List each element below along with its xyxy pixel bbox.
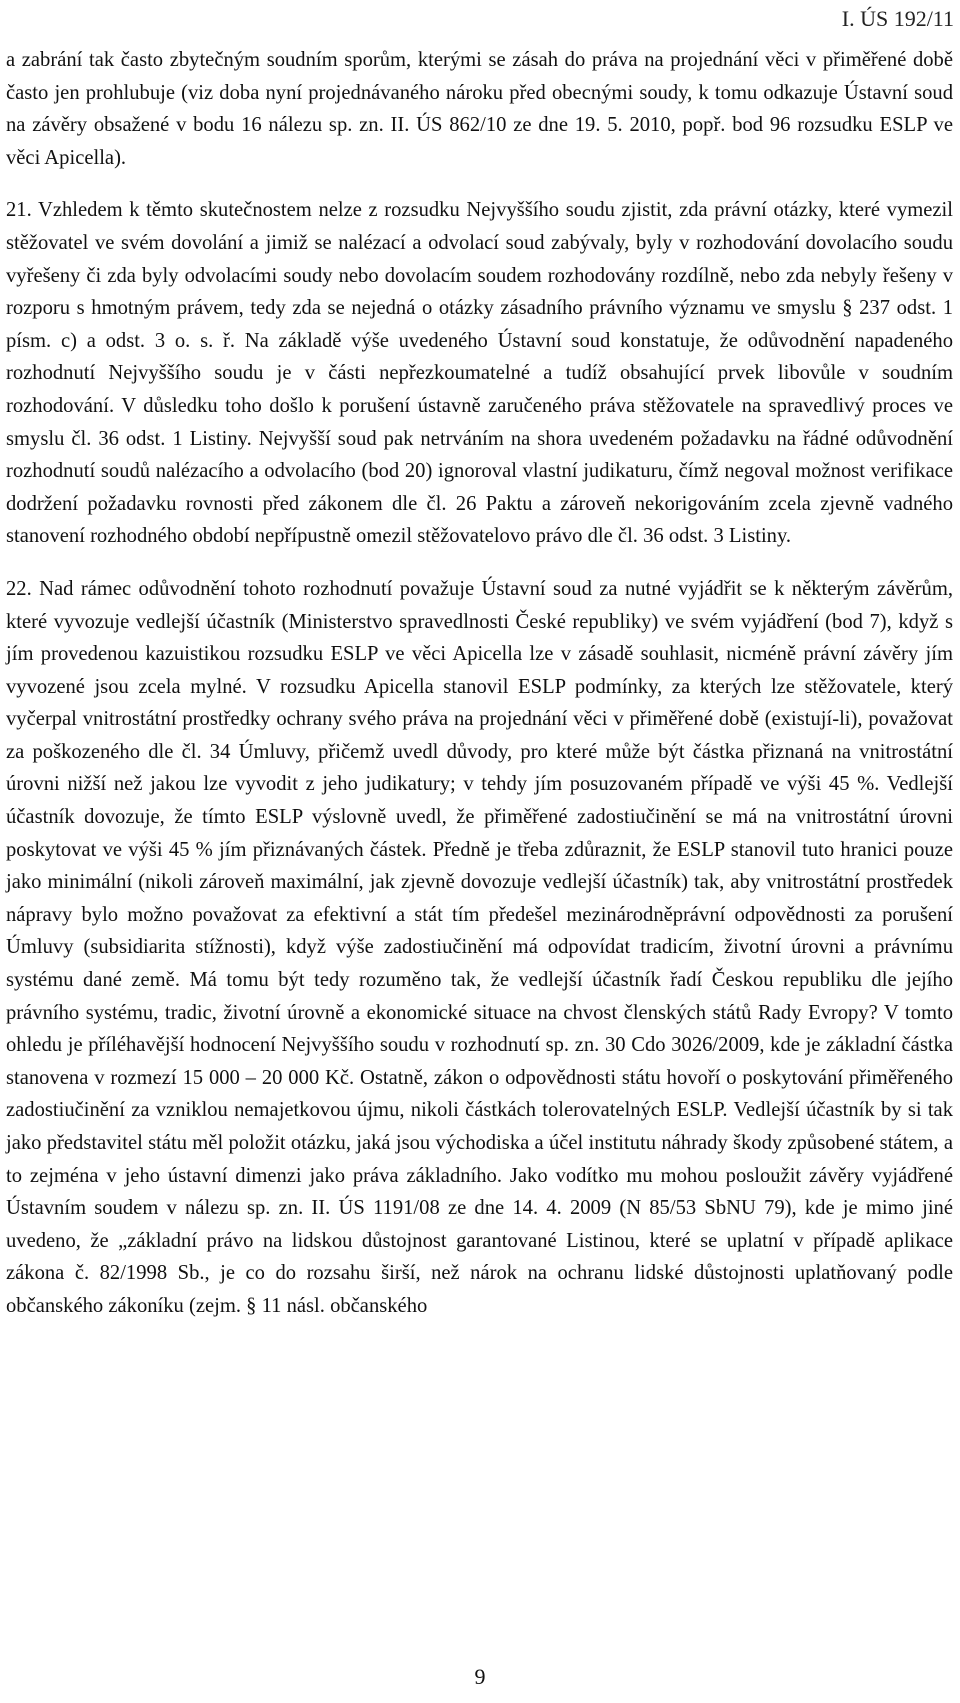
paragraph-continuation: a zabrání tak často zbytečným soudním sporům, kterými se zásah do práva na projednání věci v přiměřené době často jen prohlubuje (viz doba nyní projednávaného nároku před obecnými soudy, k tomu odkazuje Ústavní soud na závěry obsažené v bodu 16 nálezu sp. zn. II. ÚS 862/10 ze dne 19. 5. 2010, popř. bod 96 rozsudku ESLP ve věci Apicella).	[6, 49, 953, 169]
paragraph-22: 22. Nad rámec odůvodnění tohoto rozhodnutí považuje Ústavní soud za nutné vyjádřit se k některým závěrům, které vyvozuje vedlejší účastník (Ministerstvo spravedlnosti České republiky) ve svém vyjádření (bod 7), když s jím provedenou kazuistikou rozsudku ESLP ve věci Apicella lze v zásadě souhlasit, nicméně právní závěry jím vyvozené jsou zcela mylné. V rozsudku Apicella stanovil ESLP podmínky, za kterých lze stěžovatele, který vyčerpal vnitrostátní prostředky ochrany svého práva na projednání věci v přiměřené době (existují-li), považovat za poškozeného dle čl. 34 Úmluvy, přičemž uvedl důvody, pro které může být částka přiznaná na vnitrostátní úrovni nižší než jakou lze vyvodit z jeho judikatury; v tehdy jím posuzovaném případě ve výši 45 %. Vedlejší účastník dovozuje, že tímto ESLP výslovně uvedl, že přiměřené zadostiučinění se má na vnitrostátní úrovni poskytovat ve výši 45 % jím přiznávaných částek. Předně je třeba zdůraznit, že ESLP stanovil tuto hranici pouze jako minimální (nikoli zároveň maximální, jak zjevně dovozuje vedlejší účastník) tak, aby vnitrostátní prostředek nápravy bylo možno považovat za efektivní a stát tím předešel mezinárodněprávní odpovědnosti za porušení Úmluvy (subsidiarita stížnosti), když výše zadostiučinění má odpovídat tradicím, životní úrovni a právnímu systému dané země. Má tomu být tedy rozuměno tak, že vedlejší účastník řadí Českou republiku dle jejího právního systému, tradic, životní úrovně a ekonomické situace na chvost členských států Rady Evropy? V tomto ohledu je příléhavější hodnocení Nejvyššího soudu v rozhodnutí sp. zn. 30 Cdo 3026/2009, kde je základní částka stanovena v rozmezí 15 000 – 20 000 Kč. Ostatně, zákon o odpovědnosti státu hovoří o poskytování přiměřeného zadostiučinění za vzniklou nemajetkovou újmu, nikoli částkách tolerovatelných ESLP. Vedlejší účastník by si tak jako představitel státu měl položit otázku, jaká jsou východiska a účel institutu náhrady škody způsobené státem, a to zejména v jeho ústavní dimenzi jako práva základního. Jako vodítko mu mohou posloužit závěry vyjádřené Ústavním soudem v nálezu sp. zn. II. ÚS 1191/08 ze dne 14. 4. 2009 (N 85/53 SbNU 79), kde je mimo jiné uvedeno, že „základní právo na lidskou důstojnost garantované Listinou, které se uplatní v případě aplikace zákona č. 82/1998 Sb., je co do rozsahu širší, než nárok na ochranu lidské důstojnosti uplatňovaný podle občanského zákoníku (zejm. § 11 násl. občanského	[6, 577, 953, 1317]
case-reference: I. ÚS 192/11	[841, 6, 954, 31]
paragraph-21: 21. Vzhledem k těmto skutečnostem nelze z rozsudku Nejvyššího soudu zjistit, zda právní otázky, které vymezil stěžovatel ve svém dovolání a jimiž se nalézací a odvolací soud zabývaly, byly v rozhodování dovolacího soudu vyřešeny či zda byly odvolacími soudy nebo dovolacím soudem rozhodovány rozdílně, nebo zda nebyly řešeny v rozporu s hmotným právem, tedy zda se nejedná o otázky zásadního právního významu ve smyslu § 237 odst. 1 písm. c) a odst. 3 o. s. ř. Na základě výše uvedeného Ústavní soud konstatuje, že odůvodnění napadeného rozhodnutí Nejvyššího soudu je v části nepřezkoumatelné a tudíž obsahující prvek libovůle v soudním rozhodování. V důsledku toho došlo k porušení ústavně zaručeného práva stěžovatele na spravedlivý proces ve smyslu čl. 36 odst. 1 Listiny. Nejvyšší soud pak netrváním na shora uvedeném požadavku na řádné odůvodnění rozhodnutí soudů nalézacího a odvolacího (bod 20) ignoroval vlastní judikaturu, čímž negoval možnost verifikace dodržení požadavku rovnosti před zákonem dle čl. 26 Paktu a zároveň nekorigováním zcela zjevně vadného stanovení rozhodného období nepřípustně omezil stěžovatelovo právo dle čl. 36 odst. 3 Listiny.	[6, 199, 953, 548]
document-body	[6, 44, 953, 1343]
page-number: 9	[474, 1664, 486, 1689]
